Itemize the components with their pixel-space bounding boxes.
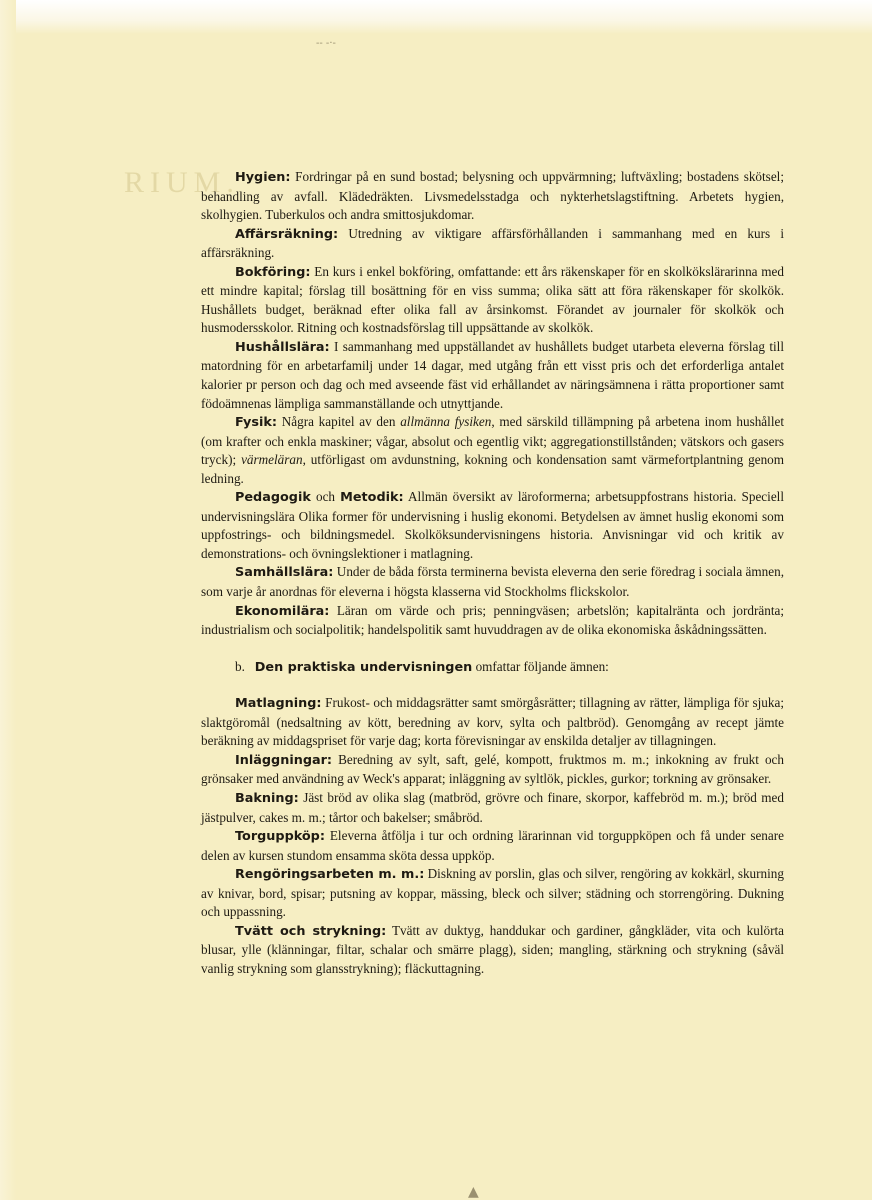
section-heading-praktiska: b. Den praktiska undervisningen omfattar följande ämnen: [235, 658, 609, 675]
paper-tear: ▲ [468, 1184, 479, 1200]
paragraph-tvatt: Tvätt och strykning: Tvätt av duktyg, handdukar och gardiner, gångkläder, vita och kulörta blusar, ylle (klänningar, filtar, schalar och smärre plagg), siden; mangling, stärkning och strykning (såväl vanlig strykning som glansstrykning); fläckuttagning. [201, 922, 784, 976]
paragraph-torguppkop: Torguppköp: Eleverna åtfölja i tur och ordning lärarinnan vid torguppköpen och få under senare delen av kursen stundom ensamma sköta dessa uppköp. [201, 828, 784, 863]
paragraph-hygien: Hygien: Fordringar på en sund bostad; belysning och uppvärmning; luftväxling; bostadens skötsel; behandling av avfall. Klädedräkten. Livsmedelsstadga och nykterhetslagstiftning. Arbetets hygien, skolhygien. Tuberkulos och andra smittosjukdomar. [201, 169, 784, 223]
section-spacer [201, 640, 784, 658]
left-edge-fold [0, 0, 16, 1200]
paragraph-affarsrakning: Affärsräkning: Utredning av viktigare affärsförhållanden i sammanhang med en kurs i affärsräkning. [201, 225, 784, 261]
paragraph-fysik: Fysik: Några kapitel av den allmänna fysiken, med särskild tillämpning på arbetena inom hushållet (om krafter och enkla maskiner; vågar, absolut och egentlig vikt; aggregationstillstånden; vätskors och gasers tryck); värmeläran, utförligast om avdunstning, kokning och kondensation samt värmefortplantning genom ledning. [201, 414, 785, 486]
document-body [201, 168, 784, 978]
paragraph-ekonomilara: Ekonomilära: Läran om värde och pris; penningväsen; arbetslön; kapitalränta och jordränta; industrialism och socialpolitik; handelspolitik samt huvuddragen av de olika ekonomiska åskådningssätten. [201, 602, 784, 638]
paragraph-hushallslara: Hushållslära: I sammanhang med uppställandet av hushållets budget utarbeta eleverna förslag till matordning för en arbetarfamilj under 14 dagar, med utgång från ett visst pris och det erforderliga antalet kalorier pr person och dag och med avseende fäst vid erhållandet av näringsämnena i rätta proportioner samt födoämnenas lämpliga sammanställande och utnyttjande. [201, 338, 784, 411]
bleed-through-text: RIUM. [124, 166, 240, 199]
paragraph-rengoring: Rengöringsarbeten m. m.: Diskning av porslin, glas och silver, rengöring av kokkärl, skurning av knivar, bord, spisar; putsning av koppar, mässing, bleck och silver; städning och storrengöring. Dukning och uppassning. [201, 866, 784, 920]
scan-speck: -- -·- [316, 38, 336, 49]
paragraph-pedagogik: Pedagogik och Metodik: Allmän översikt av läroformerna; arbetsuppfostrans historia. Speciell undervisningslära Olika former för undervisning i huslig ekonomi. Betydelsen av ämnet huslig ekonomi som uppfostrings- och bildningsmedel. Skolköksundervisningens historia. Anvisningar vid och kritik av demonstrations- och övningslektioner i matlagning. [201, 489, 785, 561]
paragraph-samhallslara: Samhällslära: Under de båda första terminerna bevista eleverna den serie föredrag i sociala ämnen, som varje år anordnas för eleverna i högsta klasserna vid Stockholms flickskolor. [201, 564, 784, 600]
paragraph-bokforing: Bokföring: En kurs i enkel bokföring, omfattande: ett års räkenskaper för en skolkökslärarinna med ett mindre kapital; förslag till bosättning för en viss summa; olika sätt att föra räkenskaper för skolkök. Hushållets budget, beräknad efter olika fall av årsinkomst. Förandet av journaler för skolkök och husmodersskolor. Ritning och kostnadsförslag till uppsättande av skolkök. [201, 263, 784, 336]
paragraph-matlagning: Matlagning: Frukost- och middagsrätter samt smörgåsrätter; tillagning av rätter, lämpliga för sjuka; slaktgöromål (nedsaltning av kött, beredning av korv, sylta och paltbröd). Genomgång av recept jämte beräkning av middagspriset för varje dag; korta förevisningar av enskilda detaljer av tillagningen. [201, 695, 784, 749]
paragraph-bakning: Bakning: Jäst bröd av olika slag (matbröd, grövre och finare, skorpor, kaffebröd m. m.); bröd med jästpulver, cakes m. m.; tårtor och bakelser; småbröd. [201, 789, 784, 825]
top-edge-shadow [0, 0, 872, 34]
paragraph-inlaggningar: Inläggningar: Beredning av sylt, saft, gelé, kompott, fruktmos m. m.; inkokning av frukt och grönsaker med användning av Weck's apparat; inläggning av syltlök, pickles, gurkor; torkning av grönsaker. [201, 751, 784, 787]
